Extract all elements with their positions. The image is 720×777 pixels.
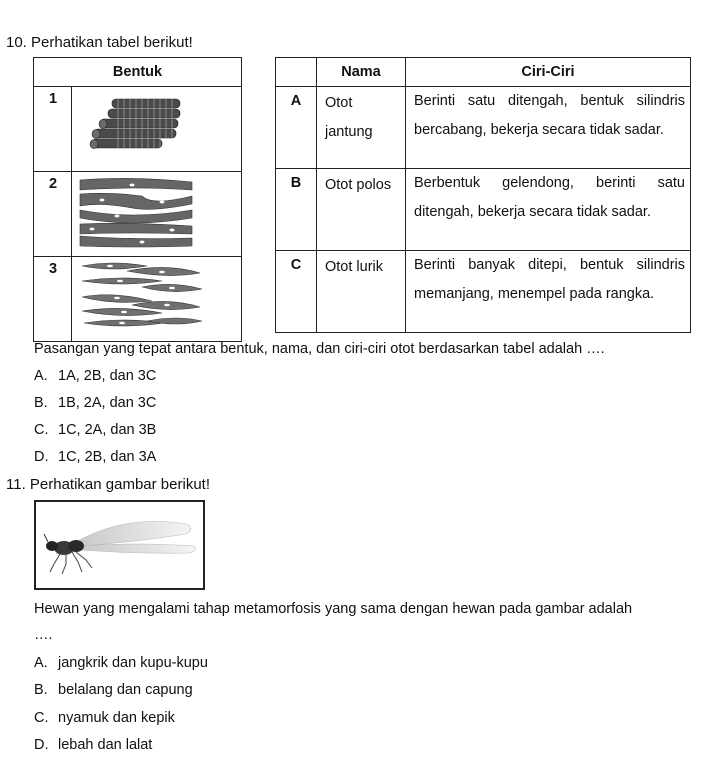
winged-insect-photo (36, 502, 203, 588)
q10-option-d[interactable] (34, 449, 156, 465)
shape-image-1 (72, 87, 242, 172)
question-10-title: 10. Perhatikan tabel berikut! (6, 34, 193, 51)
row-name-b: Otot polos (317, 165, 406, 247)
shape-table (33, 57, 242, 342)
row-name-c: Otot lurik (317, 247, 406, 329)
shape-number-3: 3 (34, 257, 72, 342)
q10-option-b-text: 1B, 2A, dan 3C (58, 395, 157, 411)
q11-option-c[interactable] (34, 710, 175, 726)
shape-image-2 (72, 172, 242, 257)
q10-option-c[interactable] (34, 422, 156, 438)
insect-image-frame (34, 500, 205, 590)
q10-option-a-letter: A. (34, 368, 48, 384)
q11-option-d[interactable] (34, 737, 152, 753)
q11-option-d-text: lebah dan lalat (58, 737, 153, 753)
q10-option-d-text: 1C, 2B, dan 3A (58, 449, 157, 465)
row-traits-a: Berinti satu ditengah, bentuk silindris bercabang, bekerja secara tidak sadar. (406, 87, 691, 169)
question-11-prompt-line2: …. (34, 627, 53, 643)
q11-option-b-text: belalang dan capung (58, 682, 193, 698)
name-traits-table (275, 57, 691, 333)
q11-option-c-text: nyamuk dan kepik (58, 710, 175, 726)
shape-number-1: 1 (34, 87, 72, 172)
q11-option-a-text: jangkrik dan kupu-kupu (58, 655, 208, 671)
q10-option-b-letter: B. (34, 395, 48, 411)
shape-image-3 (72, 257, 242, 342)
row-traits-c: Berinti banyak ditepi, bentuk silindris memanjang, menempel pada rangka. (406, 251, 691, 333)
smooth-muscle-illustration (72, 257, 232, 337)
row-letter-b: B (276, 169, 317, 251)
striated-muscle-illustration (72, 87, 232, 167)
row-letter-a: A (276, 87, 317, 169)
letter-header (276, 58, 317, 87)
q11-option-d-letter: D. (34, 737, 49, 753)
traits-header: Ciri-Ciri (406, 58, 691, 87)
q11-option-b[interactable] (34, 682, 193, 698)
question-11-prompt-line1: Hewan yang mengalami tahap metamorfosis yang sama dengan hewan pada gambar adalah (34, 601, 633, 617)
name-header: Nama (317, 58, 406, 87)
row-traits-b: Berbentuk gelendong, berinti satu ditengah, bekerja secara tidak sadar. (406, 169, 691, 251)
q11-option-a-letter: A. (34, 655, 48, 671)
row-letter-c: C (276, 251, 317, 333)
cardiac-muscle-illustration (72, 172, 232, 252)
q10-option-a-text: 1A, 2B, dan 3C (58, 368, 157, 384)
q10-option-d-letter: D. (34, 449, 49, 465)
q10-option-c-letter: C. (34, 422, 49, 438)
row-name-a: Otot jantung (317, 83, 406, 165)
q11-option-c-letter: C. (34, 710, 49, 726)
shape-header: Bentuk (34, 58, 242, 87)
q10-option-b[interactable] (34, 395, 156, 411)
question-10-prompt: Pasangan yang tepat antara bentuk, nama, dan ciri-ciri otot berdasarkan tabel adalah …. (34, 341, 605, 357)
q10-option-a[interactable] (34, 368, 156, 384)
shape-number-2: 2 (34, 172, 72, 257)
q11-option-b-letter: B. (34, 682, 48, 698)
question-11-title: 11. Perhatikan gambar berikut! (6, 476, 211, 493)
q10-option-c-text: 1C, 2A, dan 3B (58, 422, 157, 438)
q11-option-a[interactable] (34, 655, 208, 671)
